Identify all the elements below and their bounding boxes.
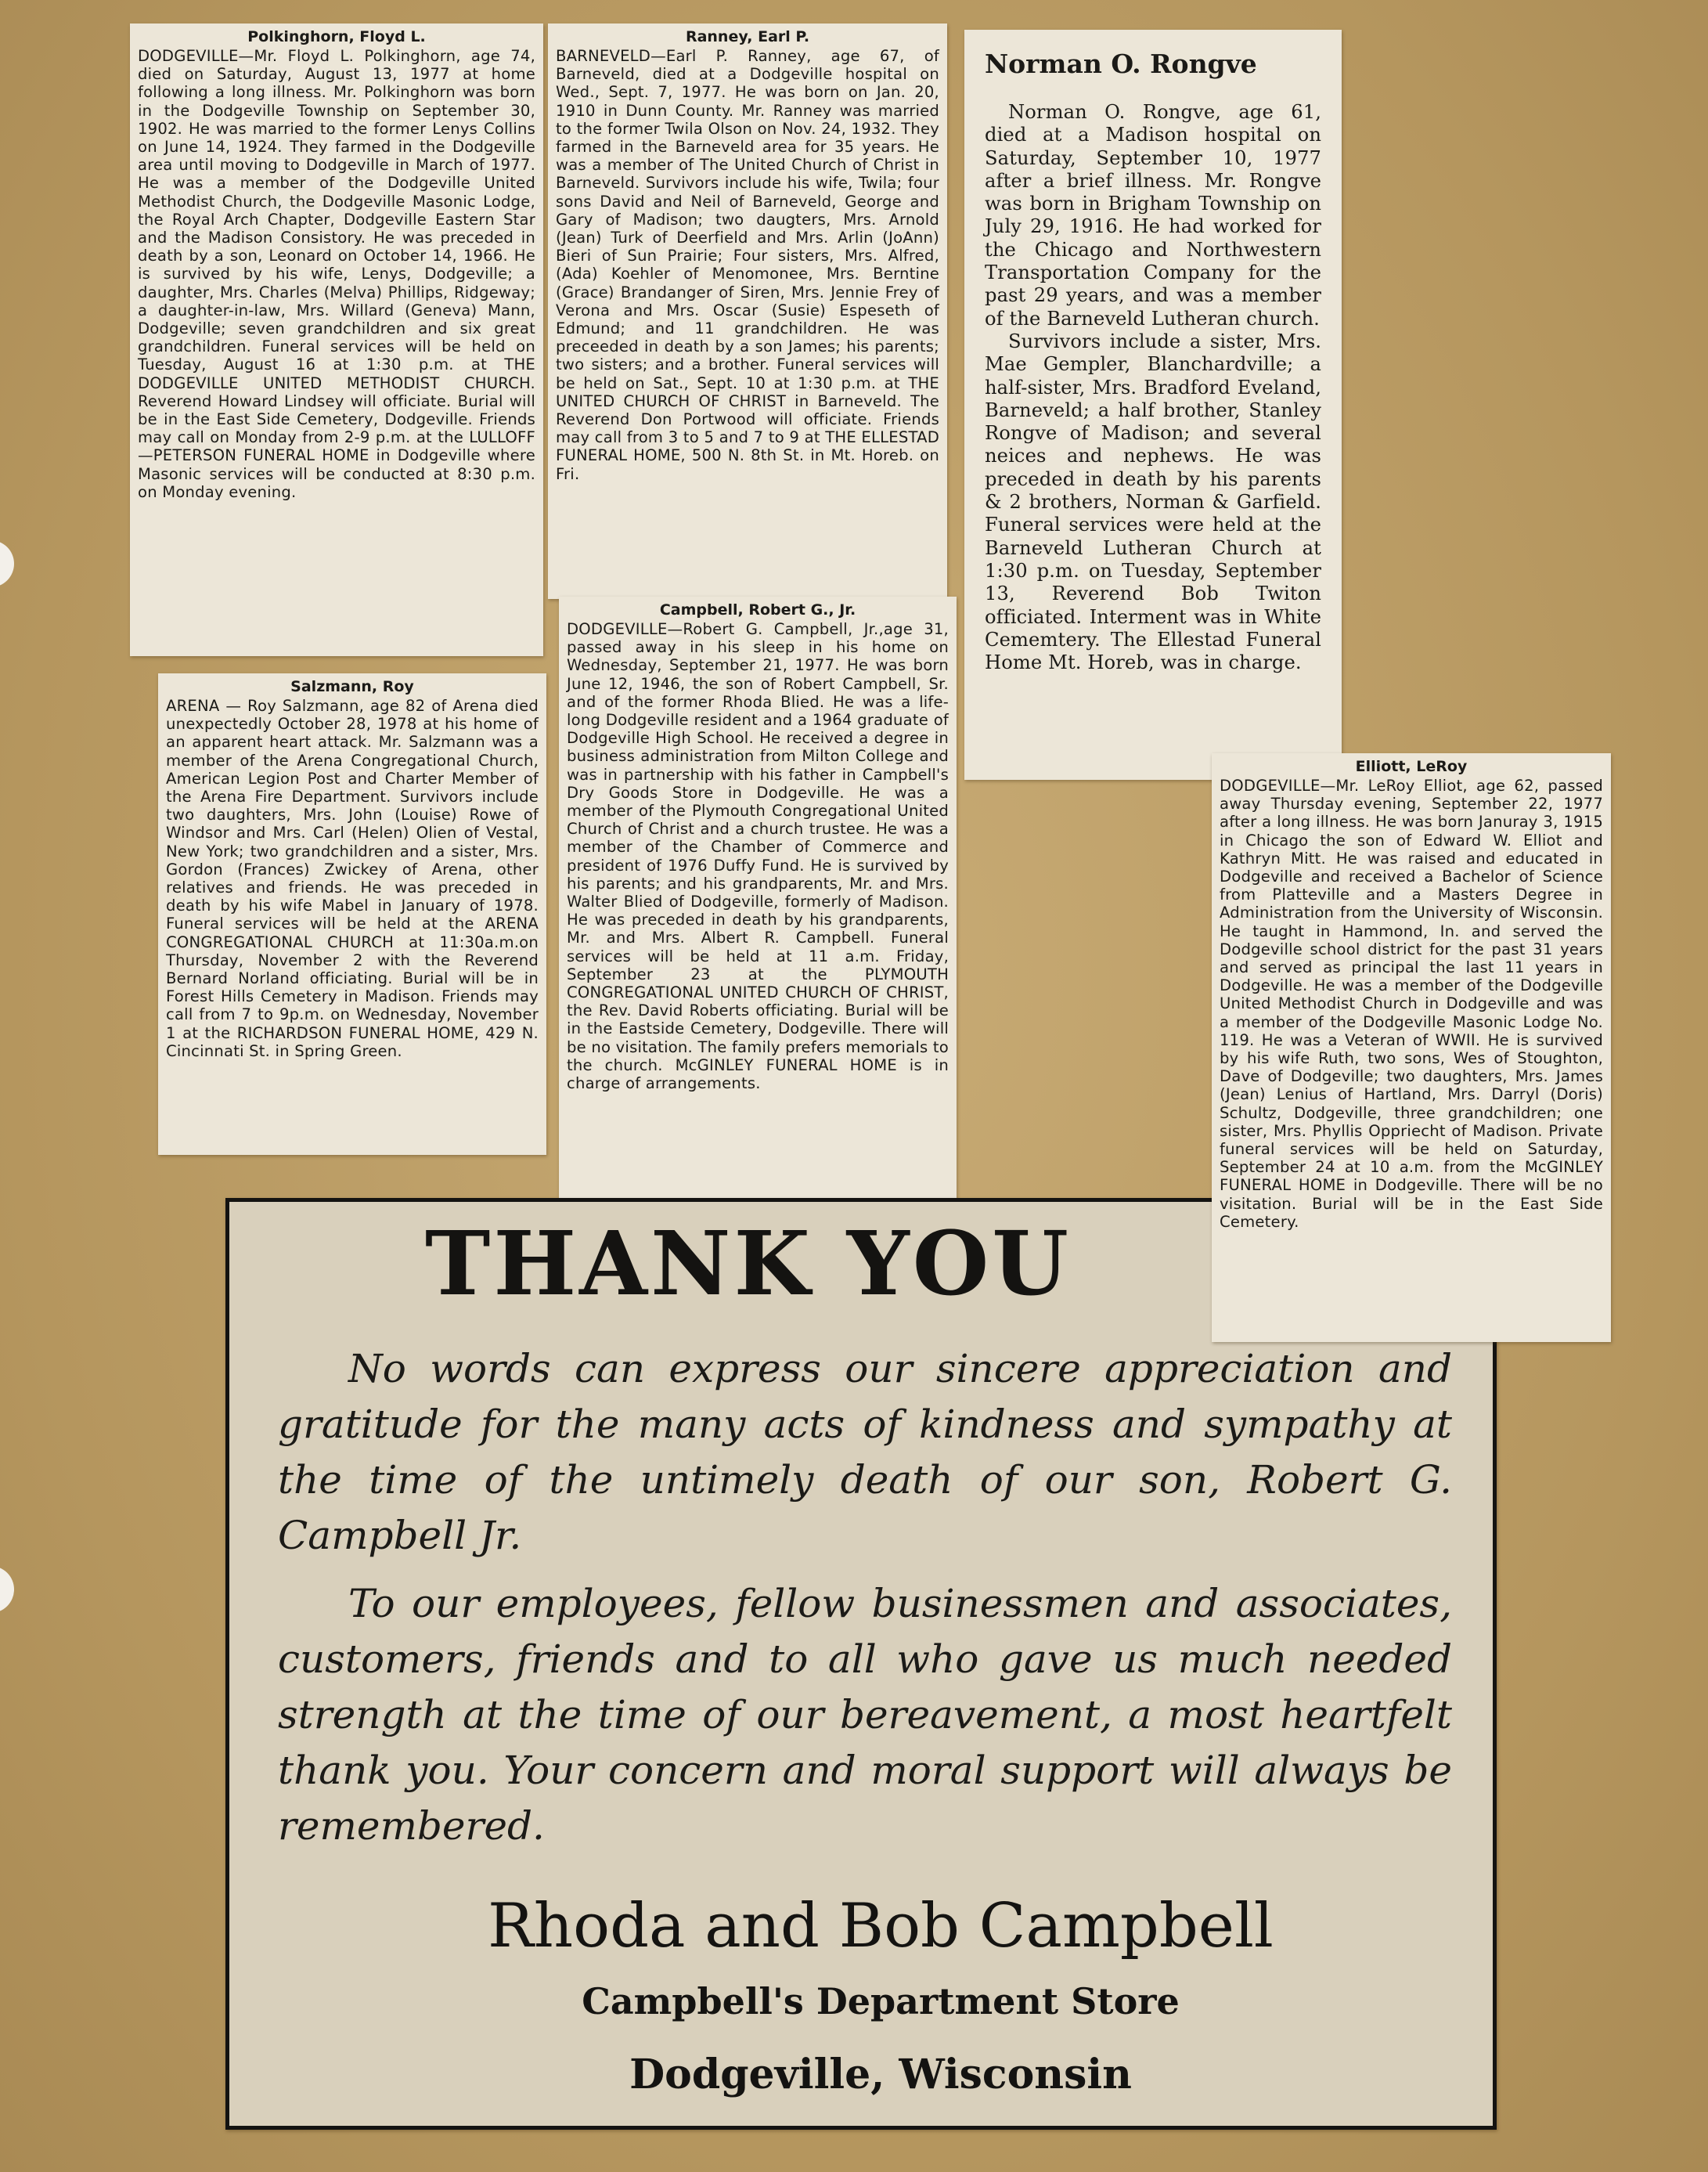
binder-hole-bottom xyxy=(0,1566,14,1613)
obituary-ranney xyxy=(548,23,947,599)
obituary-rongve xyxy=(964,30,1342,780)
obituary-paragraph: Norman O. Rongve, age 61, died at a Madison hospital on Saturday, September 10, 1977 after a brief illness. Mr. Rongve was born in Brigham Township on July 29, 1916. He had worked for the Chicago and Northwestern Transportation Company for the past 29 years, and was a member of the Barneveld Lutheran church. xyxy=(985,101,1321,330)
obituary-heading: Polkinghorn, Floyd L. xyxy=(247,28,426,45)
obituary-body: ARENA — Roy Salzmann, age 82 of Arena died unexpectedly October 28, 1978 at his home of an apparent heart attack. Mr. Salzmann was a member of the Arena Congregational Church, American Legion Post and Charter Member of the Arena Fire Department. Survivors include two daughters, Mrs. John (Louise) Rowe of Windsor and Mrs. Carl (Helen) Olien of Vestal, New York; two grandchildren and a sister, Mrs. Gordon (Frances) Zwickey of Arena, other relatives and friends. He was preceded in death by his wife Mabel in January of 1978. Funeral services will be held at the ARENA CONGREGATIONAL CHURCH at 11:30a.m.on Thursday, November 2 with the Reverend Bernard Norland officiating. Burial will be in Forest Hills Cemetery in Madison. Friends may call from 7 to 9p.m. on Wednesday, November 1 at the RICHARDSON FUNERAL HOME, 429 N. Cincinnati St. in Spring Green. xyxy=(166,697,539,1060)
obituary-campbell xyxy=(559,597,957,1209)
ad-title: THANK YOU xyxy=(425,1213,1072,1315)
obituary-heading: Salzmann, Roy xyxy=(290,678,414,695)
obituary-heading: Elliott, LeRoy xyxy=(1355,758,1468,775)
obituary-elliott xyxy=(1212,753,1611,1342)
obituary-heading: Campbell, Robert G., Jr. xyxy=(659,601,856,619)
obituary-heading: Norman O. Rongve xyxy=(985,49,1257,79)
binder-hole-top xyxy=(0,540,14,587)
ad-signature: Rhoda and Bob Campbell xyxy=(488,1891,1274,1961)
ad-paragraph-appreciation: No words can express our sincere appreciation and gratitude for the many acts of kindness and sympathy at the time of the untimely death of our son, Robert G. Campbell Jr. xyxy=(278,1346,1452,1558)
obituary-polkinghorn xyxy=(130,23,543,656)
obituary-body: DODGEVILLE—Robert G. Campbell, Jr.,age 31, passed away in his sleep in his home on Wednesday, September 21, 1977. He was born June 12, 1946, the son of Robert Campbell, Sr. and of the former Rhoda Blied. He was a life-long Dodgeville resident and a 1964 graduate of Dodgeville High School. He received a degree in business administration from Milton College and was in partnership with his father in Campbell's Dry Goods Store in Dodgeville. He was a member of the Plymouth Congregational United Church of Christ and a church trustee. He was a member of the Chamber of Commerce and president of 1976 Duffy Fund. He is survived by his parents; and his grandparents, Mr. and Mrs. Walter Blied of Dodgeville, formerly of Madison. He was preceded in death by his grandparents, Mr. and Mrs. Albert R. Campbell. Funeral services will be held at 11 a.m. Friday, September 23 at the PLYMOUTH CONGREGATIONAL UNITED CHURCH OF CHRIST, the Rev. David Roberts officiating. Burial will be in the Eastside Cemetery, Dodgeville. There will be no visitation. The family prefers memorials to the church. McGINLEY FUNERAL HOME is in charge of arrangements. xyxy=(567,620,949,1093)
obituary-body: DODGEVILLE—Mr. Floyd L. Polkinghorn, age 74, died on Saturday, August 13, 1977 at home following a long illness. Mr. Polkinghorn was born in the Dodgeville Township on September 30, 1902. He was married to the former Lenys Collins on June 14, 1924. They farmed in the Dodgeville area until moving to Dodgeville in March of 1977. He was a member of the Dodgeville United Methodist Church, the Dodgeville Masonic Lodge, the Royal Arch Chapter, Dodgeville Eastern Star and the Madison Consistory. He was preceded in death by a son, Leonard on October 14, 1966. He is survived by his wife, Lenys, Dodgeville; a daughter, Mrs. Charles (Melva) Phillips, Ridgeway; a daughter-in-law, Mrs. Willard (Geneva) Mann, Dodgeville; seven grandchildren and six great grandchildren. Funeral services will be held on Tuesday, August 16 at 1:30 p.m. at THE DODGEVILLE UNITED METHODIST CHURCH. Reverend Howard Lindsey will officiate. Burial will be in the East Side Cemetery, Dodgeville. Friends may call on Monday from 2-9 p.m. at the LULLOFF —PETERSON FUNERAL HOME in Dodgeville where Masonic services will be conducted at 8:30 p.m. on Monday evening. xyxy=(138,47,535,501)
ad-store-name: Campbell's Department Store xyxy=(582,1980,1180,2022)
ad-paragraph-thanks: To our employees, fellow businessmen and associates, customers, friends and to all who gave us much needed strength at the time of our bereavement, a most heartfelt thank you. Your concern and moral support will always be remembered. xyxy=(278,1581,1452,1849)
obituary-body: BARNEVELD—Earl P. Ranney, age 67, of Barneveld, died at a Dodgeville hospital on Wed., Sept. 7, 1977. He was born on Jan. 20, 1910 in Dunn County. Mr. Ranney was married to the former Twila Olson on Nov. 24, 1932. They farmed in the Barneveld area for 35 years. He was a member of The United Church of Christ in Barneveld. Survivors include his wife, Twila; four sons David and Neil of Barneveld, George and Gary of Madison; two daugters, Mrs. Arnold (Jean) Turk of Deerfield and Mrs. Arlin (JoAnn) Bieri of Sun Prairie; Four sisters, Mrs. Alfred, (Ada) Koehler of Menomonee, Mrs. Berntine (Grace) Brandanger of Siren, Mrs. Jennie Frey of Verona and Mrs. Oscar (Susie) Espeseth of Edmund; and 11 grandchildren. He was preceeded in death by a son James; his parents; two sisters; and a brother. Funeral services will be held on Sat., Sept. 10 at 1:30 p.m. at THE UNITED CHURCH OF CHRIST in Barneveld. The Reverend Don Portwood will officiate. Friends may call from 3 to 5 and 7 to 9 at THE ELLESTAD FUNERAL HOME, 500 N. 8th St. in Mt. Horeb. on Fri. xyxy=(556,47,939,483)
obituary-body: DODGEVILLE—Mr. LeRoy Elliot, age 62, passed away Thursday evening, September 22, 1977 after a long illness. He was born Januray 3, 1915 in Chicago the son of Edward W. Elliot and Kathryn Mitt. He was raised and educated in Dodgeville and received a Bachelor of Science from Platteville and a Masters Degree in Administration from the University of Wisconsin. He taught in Hammond, In. and served the Dodgeville school district for the past 31 years and served as principal the last 11 years in Dodgeville. He was a member of the Dodgeville United Methodist Church in Dodgeville and was a member of the Dodgeville Masonic Lodge No. 119. He was a Veteran of WWII. He is survived by his wife Ruth, two sons, Wes of Stoughton, Dave of Dodgeville; two daughters, Mrs. James (Jean) Lenius of Hartland, Mrs. Darryl (Doris) Schultz, Dodgeville, three grandchildren; one sister, Mrs. Phyllis Oppriecht of Madison. Private funeral services will be held on Saturday, September 24 at 10 a.m. from the McGINLEY FUNERAL HOME in Dodgeville. There will be no visitation. Burial will be in the East Side Cemetery. xyxy=(1220,777,1603,1231)
obituary-salzmann xyxy=(158,673,546,1155)
obituary-paragraph: Survivors include a sister, Mrs. Mae Gempler, Blanchardville; a half-sister, Mrs. Bradford Eveland, Barneveld; a half brother, Stanley Rongve of Madison; and several neices and nephews. He was preceded in death by his parents & 2 brothers, Norman & Garfield. Funeral services were held at the Barneveld Lutheran Church at 1:30 p.m. on Tuesday, September 13, Reverend Bob Twiton officiated. Interment was in White Cememtery. The Ellestad Funeral Home Mt. Horeb, was in charge. xyxy=(985,330,1321,674)
ad-location: Dodgeville, Wisconsin xyxy=(629,2051,1132,2098)
obituary-body xyxy=(985,101,1321,674)
obituary-heading: Ranney, Earl P. xyxy=(685,28,810,45)
